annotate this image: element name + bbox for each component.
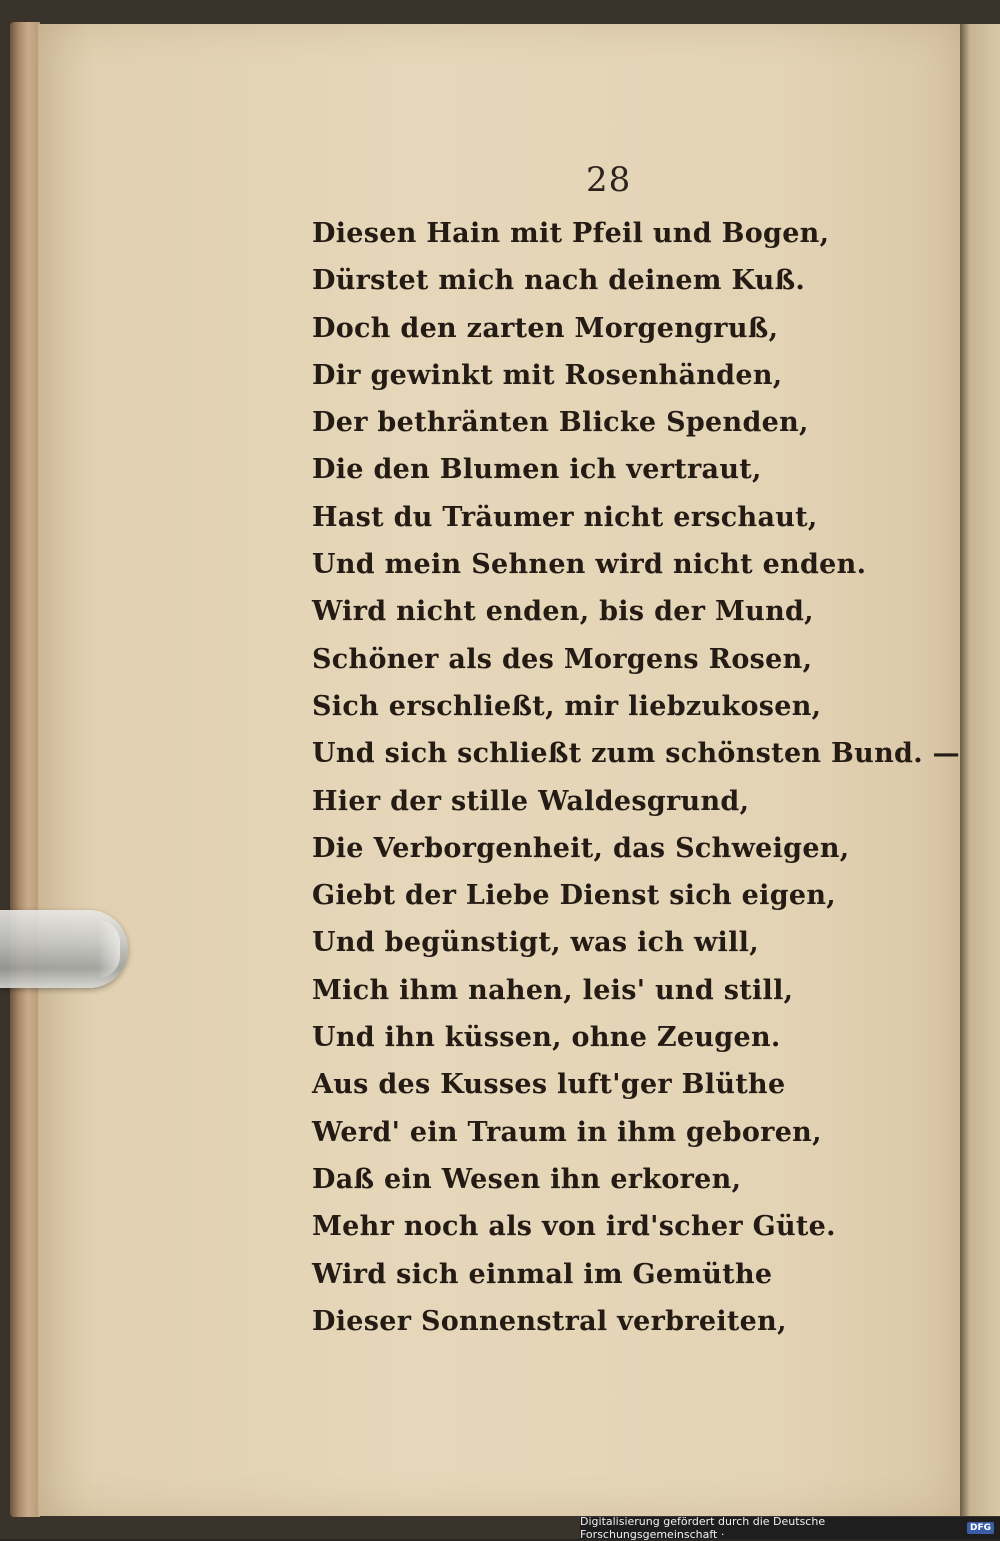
poem-line: Diesen Hain mit Pfeil und Bogen, — [312, 218, 830, 249]
facing-page-edge — [960, 24, 1000, 1516]
poem-line: Mehr noch als von ird'scher Güte. — [312, 1211, 836, 1243]
poem-line: Daß ein Wesen ihn erkoren, — [312, 1163, 742, 1195]
book-edge — [10, 22, 40, 1517]
poem-line: Die den Blumen ich vertraut, — [312, 454, 762, 486]
poem-line: Wird nicht enden, bis der Mund, — [312, 596, 814, 628]
page-number: 28 — [586, 160, 632, 200]
poem-line: Dürstet mich nach deinem Kuß. — [312, 265, 806, 297]
poem-text — [312, 210, 960, 1345]
poem-line: Hast du Träumer nicht erschaut, — [312, 501, 818, 533]
poem-line: Dieser Sonnenstral verbreiten, — [312, 1305, 787, 1337]
poem-line: Hier der stille Waldesgrund, — [312, 785, 750, 817]
poem-line: Werd' ein Traum in ihm geboren, — [312, 1116, 822, 1148]
poem-line: Aus des Kusses luft'ger Blüthe — [312, 1069, 786, 1101]
poem-line: Doch den zarten Morgengruß, — [312, 312, 779, 344]
poem-line: Schöner als des Morgens Rosen, — [312, 643, 813, 675]
poem-line: Der bethränten Blicke Spenden, — [312, 407, 809, 439]
poem-line: Sich erschließt, mir liebzukosen, — [312, 690, 822, 722]
poem-line: Die Verborgenheit, das Schweigen, — [312, 832, 850, 864]
poem-line: Und begünstigt, was ich will, — [312, 927, 759, 959]
poem-line: Und mein Sehnen wird nicht enden. — [312, 549, 867, 581]
dfg-logo-icon: DFG — [967, 1522, 994, 1534]
poem-line: Giebt der Liebe Dienst sich eigen, — [312, 880, 837, 912]
digitization-credit — [580, 1517, 1000, 1539]
poem-line: Und ihn küssen, ohne Zeugen. — [312, 1022, 781, 1054]
poem-line: Wird sich einmal im Gemüthe — [312, 1258, 773, 1290]
page-clip — [0, 910, 128, 988]
poem-line: Mich ihm nahen, leis' und still, — [312, 974, 794, 1006]
poem-line: Dir gewinkt mit Rosenhänden, — [312, 359, 783, 391]
credit-text: Digitalisierung gefördert durch die Deutsche Forschungsgemeinschaft · — [580, 1515, 826, 1541]
poem-line: Und sich schließt zum schönsten Bund. — — [312, 738, 960, 770]
